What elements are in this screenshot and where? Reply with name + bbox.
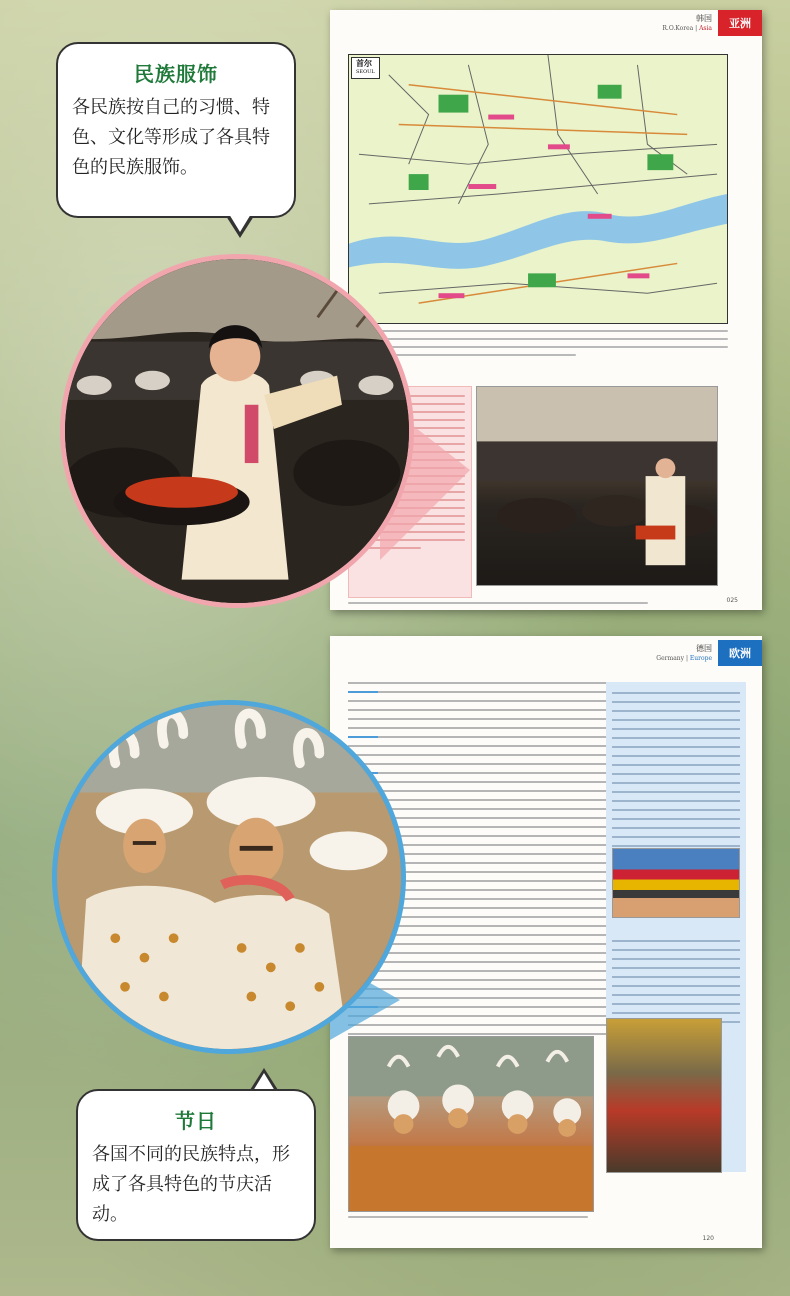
page-number: 120 xyxy=(702,1235,714,1242)
costume-callout-bubble xyxy=(56,42,296,218)
hanbok-woman-circle-photo xyxy=(60,254,414,608)
callout-body: 各民族按自己的习惯、特色、文化等形成了各具特色的民族服饰。 xyxy=(72,97,270,178)
photo-caption xyxy=(348,1216,598,1218)
carnival-photo xyxy=(348,1036,594,1212)
map-graphic xyxy=(349,55,727,323)
book-page-korea xyxy=(330,10,762,610)
page-header: 韩国 R.O.Korea | Asia 亚洲 xyxy=(662,10,762,36)
page-header: 德国 Germany | Europe 欧洲 xyxy=(656,640,762,666)
country-name: 德国 xyxy=(696,644,712,653)
festival-callout-bubble xyxy=(76,1089,316,1241)
intro-paragraph xyxy=(348,330,728,362)
football-fans-photo xyxy=(612,848,740,918)
book-page-germany xyxy=(330,636,762,1248)
page-number: 025 xyxy=(726,597,738,604)
photo-caption xyxy=(348,602,728,604)
continent-tab: 欧洲 xyxy=(718,640,762,666)
map-title: 首尔 SEOUL xyxy=(351,57,380,79)
country-name-en: Germany xyxy=(656,655,685,662)
continent-name-en: Europe xyxy=(689,655,712,662)
seoul-map xyxy=(348,54,728,324)
car-factory-photo xyxy=(606,1018,722,1173)
callout-body: 各国不同的民族特点，形成了各具特色的节庆活动。 xyxy=(92,1144,290,1225)
continent-name-en: Asia xyxy=(699,25,712,32)
country-name: 韩国 xyxy=(696,14,712,23)
country-name-en: R.O.Korea xyxy=(662,25,694,32)
callout-title: 民族服饰 xyxy=(134,62,218,86)
continent-tab: 亚洲 xyxy=(718,10,762,36)
callout-title: 节日 xyxy=(175,1109,217,1133)
bubble-tail xyxy=(250,1068,278,1090)
bubble-tail xyxy=(226,216,254,238)
carnival-masks-circle-photo xyxy=(52,700,406,1054)
hanbok-kimchi-photo xyxy=(476,386,718,586)
